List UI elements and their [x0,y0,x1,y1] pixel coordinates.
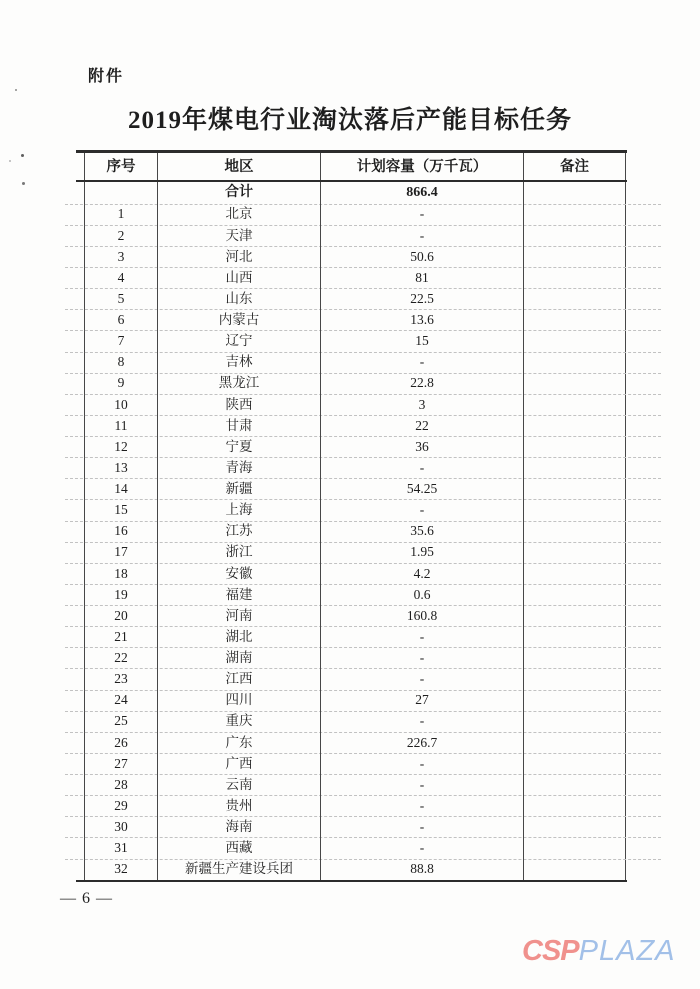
capacity-cell: 88.8 [321,859,524,880]
row-number-cell: 28 [85,774,158,795]
table-header-row [85,153,625,183]
table-row [85,542,625,563]
region-cell: 合计 [158,183,321,204]
remark-cell [524,690,625,711]
remark-cell [524,352,625,373]
region-cell: 云南 [158,774,321,795]
remark-cell [524,837,625,858]
table-row [85,668,625,689]
remark-cell [524,204,625,225]
table-row [85,225,625,246]
page-title: 2019年煤电行业淘汰落后产能目标任务 [127,107,572,134]
capacity-cell: 226.7 [321,732,524,753]
table-row [85,521,625,542]
remark-cell [524,457,625,478]
row-number-cell: 4 [85,267,158,288]
remark-cell [524,626,625,647]
page-number: — 6 — [60,890,113,907]
row-number-cell: 21 [85,626,158,647]
table-row [85,457,625,478]
row-number-cell: 20 [85,605,158,626]
region-cell: 贵州 [158,795,321,816]
row-number-cell: 7 [85,330,158,351]
region-cell: 宁夏 [158,436,321,457]
row-number-cell: 25 [85,711,158,732]
column-header: 序号 [85,153,158,183]
table-top-border [76,150,627,153]
scan-speck [22,182,25,185]
region-cell: 甘肃 [158,415,321,436]
remark-cell [524,732,625,753]
csp-plaza-watermark [522,936,676,968]
row-number-cell: 1 [85,204,158,225]
document-table [84,150,626,882]
region-cell: 辽宁 [158,330,321,351]
region-cell: 广东 [158,732,321,753]
row-number-cell: 14 [85,478,158,499]
table-row [85,732,625,753]
table-row [85,647,625,668]
capacity-cell: 160.8 [321,605,524,626]
row-number-cell: 11 [85,415,158,436]
row-number-cell: 10 [85,394,158,415]
region-cell: 湖南 [158,647,321,668]
capacity-cell: - [321,795,524,816]
region-cell: 陕西 [158,394,321,415]
row-number-cell: 30 [85,816,158,837]
capacity-cell: 866.4 [321,183,524,204]
table-row [85,330,625,351]
row-number-cell: 16 [85,521,158,542]
capacity-cell: - [321,352,524,373]
row-number-cell: 3 [85,246,158,267]
remark-cell [524,415,625,436]
row-number-cell: 27 [85,753,158,774]
table-row [85,753,625,774]
table-row [85,394,625,415]
remark-cell [524,584,625,605]
capacity-cell: - [321,499,524,520]
region-cell: 浙江 [158,542,321,563]
table-row [85,711,625,732]
region-cell: 四川 [158,690,321,711]
row-number-cell: 5 [85,288,158,309]
table-row [85,774,625,795]
region-cell: 安徽 [158,563,321,584]
table-row [85,795,625,816]
remark-cell [524,774,625,795]
capacity-cell: 81 [321,267,524,288]
capacity-cell: 22.5 [321,288,524,309]
region-cell: 内蒙古 [158,309,321,330]
remark-cell [524,288,625,309]
row-number-cell: 23 [85,668,158,689]
remark-cell [524,816,625,837]
table-row [85,816,625,837]
table-row [85,499,625,520]
region-cell: 重庆 [158,711,321,732]
table-row [85,204,625,225]
capacity-cell: - [321,225,524,246]
row-number-cell [85,183,158,204]
region-cell: 新疆生产建设兵团 [158,859,321,880]
scan-speck [9,160,11,162]
capacity-cell: 50.6 [321,246,524,267]
capacity-cell: 3 [321,394,524,415]
remark-cell [524,478,625,499]
remark-cell [524,542,625,563]
region-cell: 山东 [158,288,321,309]
table-row [85,626,625,647]
column-header: 地区 [158,153,321,183]
table-row [85,246,625,267]
capacity-cell: - [321,626,524,647]
region-cell: 江苏 [158,521,321,542]
capacity-cell: - [321,816,524,837]
row-number-cell: 31 [85,837,158,858]
table-row [85,373,625,394]
row-number-cell: 6 [85,309,158,330]
table-row [85,478,625,499]
row-number-cell: 29 [85,795,158,816]
capacity-cell: 0.6 [321,584,524,605]
capacity-cell: 36 [321,436,524,457]
column-header: 备注 [560,159,589,176]
capacity-cell: 4.2 [321,563,524,584]
table-bottom-border [76,880,627,882]
region-cell: 北京 [158,204,321,225]
region-cell: 上海 [158,499,321,520]
row-number-cell: 8 [85,352,158,373]
row-number-cell: 15 [85,499,158,520]
row-number-cell: 9 [85,373,158,394]
table-row [85,288,625,309]
capacity-cell: - [321,711,524,732]
remark-cell [524,246,625,267]
region-cell: 新疆 [158,478,321,499]
capacity-cell: 13.6 [321,309,524,330]
capacity-cell: - [321,668,524,689]
capacity-cell: - [321,647,524,668]
region-cell: 吉林 [158,352,321,373]
region-cell: 青海 [158,457,321,478]
row-number-cell: 19 [85,584,158,605]
table-row [85,183,625,204]
remark-cell [524,394,625,415]
remark-cell [524,753,625,774]
capacity-cell: 1.95 [321,542,524,563]
table-row [85,584,625,605]
table-row [85,859,625,880]
table-row [85,605,625,626]
table-row [85,352,625,373]
capacity-cell: - [321,204,524,225]
column-header: 计划容量（万千瓦） [321,153,524,183]
remark-cell [524,711,625,732]
remark-cell [524,668,625,689]
capacity-cell: 22.8 [321,373,524,394]
row-number-cell: 32 [85,859,158,880]
watermark-plaza-text: PLAZA [578,935,676,967]
capacity-cell: - [321,753,524,774]
capacity-cell: 22 [321,415,524,436]
region-cell: 河南 [158,605,321,626]
watermark-csp-text: CSP [522,935,579,967]
region-cell: 天津 [158,225,321,246]
remark-cell [524,795,625,816]
region-cell: 江西 [158,668,321,689]
table-row [85,837,625,858]
table-body [85,183,625,880]
row-number-cell: 24 [85,690,158,711]
remark-cell [524,225,625,246]
capacity-cell: - [321,837,524,858]
row-number-cell: 2 [85,225,158,246]
capacity-cell: - [321,774,524,795]
capacity-cell: - [321,457,524,478]
scan-speck [15,89,17,91]
row-number-cell: 17 [85,542,158,563]
remark-cell [524,183,625,204]
region-cell: 山西 [158,267,321,288]
region-cell: 福建 [158,584,321,605]
table-row [85,309,625,330]
region-cell: 海南 [158,816,321,837]
region-cell: 湖北 [158,626,321,647]
remark-cell [524,563,625,584]
capacity-cell: 27 [321,690,524,711]
remark-cell [524,373,625,394]
table-row [85,436,625,457]
row-number-cell: 26 [85,732,158,753]
remark-cell [524,647,625,668]
remark-cell [524,859,625,880]
capacity-cell: 54.25 [321,478,524,499]
table-row [85,690,625,711]
remark-cell [524,605,625,626]
table-row [85,267,625,288]
remark-cell [524,436,625,457]
remark-cell [524,499,625,520]
row-number-cell: 12 [85,436,158,457]
remark-cell [524,267,625,288]
capacity-cell: 35.6 [321,521,524,542]
remark-cell [524,309,625,330]
region-cell: 黑龙江 [158,373,321,394]
table-row [85,415,625,436]
region-cell: 广西 [158,753,321,774]
scan-speck [21,154,24,157]
table-row [85,563,625,584]
region-cell: 西藏 [158,837,321,858]
row-number-cell: 13 [85,457,158,478]
remark-cell [524,330,625,351]
capacity-cell: 15 [321,330,524,351]
region-cell: 河北 [158,246,321,267]
row-number-cell: 18 [85,563,158,584]
row-number-cell: 22 [85,647,158,668]
attachment-label: 附件 [88,68,125,85]
remark-cell [524,521,625,542]
